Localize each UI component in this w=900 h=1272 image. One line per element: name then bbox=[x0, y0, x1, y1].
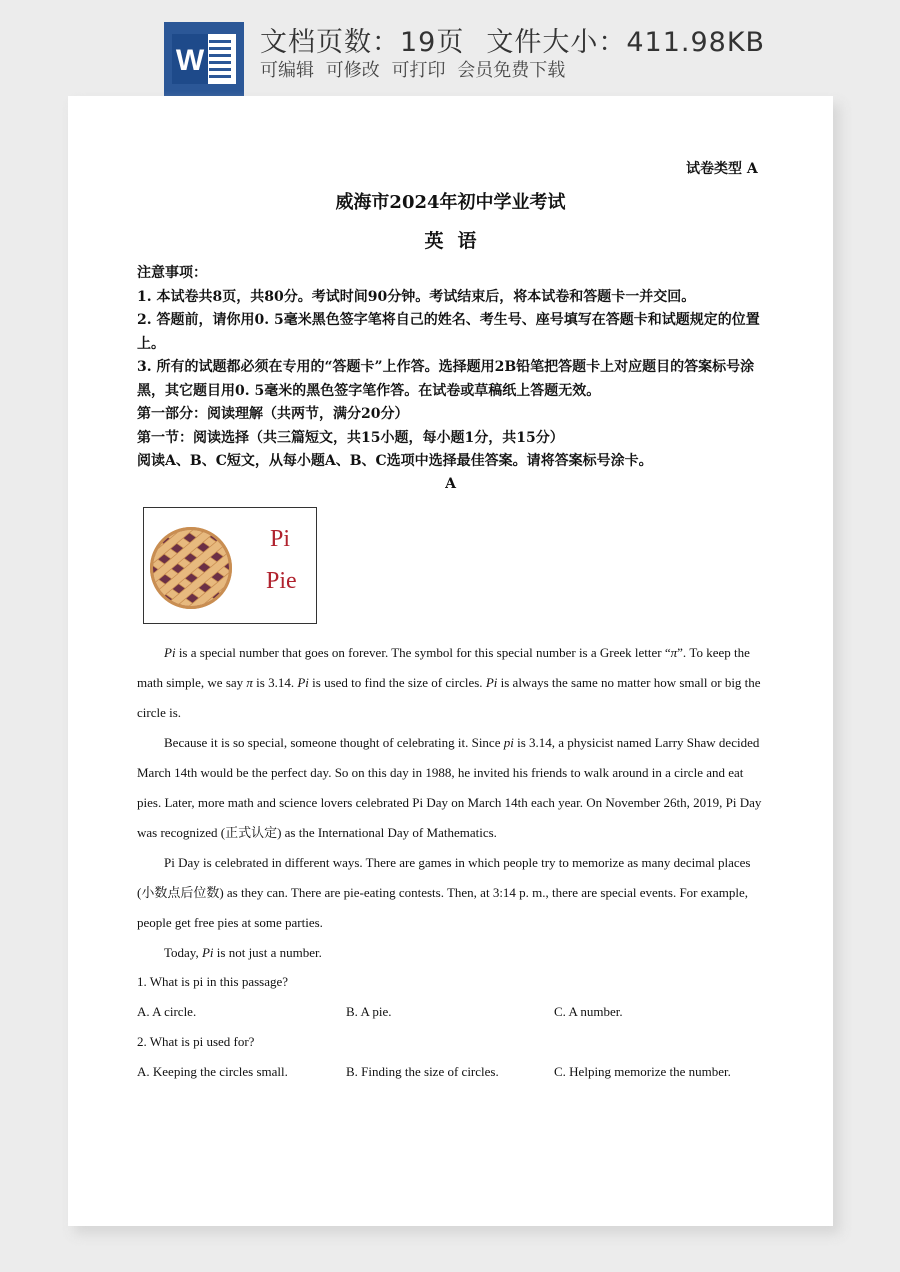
passage-paragraph: Today, Pi is not just a number. bbox=[164, 945, 322, 960]
option-a[interactable]: A. Keeping the circles small. bbox=[137, 1064, 288, 1079]
note-item: 3. 所有的试题都必须在专用的“答题卡”上作答。选择题用2B铅笔把答题卡上对应题目的答案标号涂黑，其它题目用0. 5毫米的黑色签字笔作答。在试卷或草稿纸上答题无效。 bbox=[137, 359, 755, 399]
passage-paragraph: Pi Day is celebrated in different ways. There are games in which people try to memorize as many decimal places (小数点后位数) as they can. There are pie-eating contests. Then, at 3:14 p. m., there are special events. For example, people get free pies at some parties. bbox=[137, 855, 751, 930]
exam-notes bbox=[137, 262, 767, 474]
document-features bbox=[260, 56, 571, 82]
reading-passage bbox=[137, 638, 762, 968]
note-item: 2. 答题前，请你用0. 5毫米黑色签字笔将自己的姓名、考生号、座号填写在答题卡和试题规定的位置上。 bbox=[137, 312, 760, 352]
page-count: 文档页数：19页 bbox=[260, 27, 465, 58]
note-item: 1. 本试卷共8页，共80分。考试时间90分钟。考试结束后，将本试卷和答题卡一并交回。 bbox=[137, 288, 696, 305]
option-b[interactable]: B. Finding the size of circles. bbox=[346, 1064, 499, 1079]
passage-label: A bbox=[445, 476, 456, 492]
question-stem: 2. What is pi used for? bbox=[137, 1034, 255, 1049]
passage-paragraph: Pi is a special number that goes on forever. The symbol for this special number is a Greek letter “π”. To keep the math simple, we say π is 3.14. Pi is used to find the size of circles. Pi is always the same no matter how small or big the circle is. bbox=[137, 645, 761, 720]
word-document-icon bbox=[164, 22, 244, 96]
download-banner bbox=[0, 0, 900, 100]
feature-free-download: 会员免费下载 bbox=[457, 60, 566, 81]
option-c[interactable]: C. A number. bbox=[554, 1004, 623, 1019]
section-heading: 第一节：阅读选择（共三篇短文，共15小题，每小题1分，共15分） bbox=[137, 429, 564, 446]
paper-type: 试卷类型 A bbox=[686, 161, 758, 177]
pi-pie-image bbox=[143, 507, 317, 624]
question-stem: 1. What is pi in this passage? bbox=[137, 974, 289, 989]
document-stats bbox=[260, 20, 787, 59]
feature-editable: 可编辑 bbox=[260, 60, 314, 81]
pi-word: Pi bbox=[270, 526, 291, 552]
word-letter: W bbox=[175, 44, 205, 77]
feature-printable: 可打印 bbox=[391, 60, 446, 81]
exam-title: 威海市2024年初中学业考试 bbox=[335, 192, 566, 213]
lattice-pie-image bbox=[148, 512, 234, 620]
option-b[interactable]: B. A pie. bbox=[346, 1004, 392, 1019]
reading-instruction: 阅读A、B、C短文，从每小题A、B、C选项中选择最佳答案。请将答案标号涂卡。 bbox=[137, 453, 653, 469]
passage-paragraph: Because it is so special, someone thought of celebrating it. Since pi is 3.14, a physicist named Larry Shaw decided March 14th would be the perfect day. So on this day in 1988, he invited his friends to walk around in a circle and eat pies. Later, more math and science lovers celebrated Pi Day on March 14th each year. On November 26th, 2019, Pi Day was recognized (正式认定) as the International Day of Mathematics. bbox=[137, 735, 762, 840]
subject-title: 英语 bbox=[424, 230, 491, 252]
feature-modifiable: 可修改 bbox=[325, 60, 380, 81]
exam-page bbox=[68, 96, 833, 1226]
pie-word: Pie bbox=[266, 568, 297, 594]
part-heading: 第一部分：阅读理解（共两节，满分20分） bbox=[137, 406, 409, 422]
file-size: 文件大小：411.98KB bbox=[486, 27, 766, 58]
option-a[interactable]: A. A circle. bbox=[137, 1004, 197, 1019]
notes-heading: 注意事项： bbox=[137, 265, 207, 281]
option-c[interactable]: C. Helping memorize the number. bbox=[554, 1064, 731, 1079]
